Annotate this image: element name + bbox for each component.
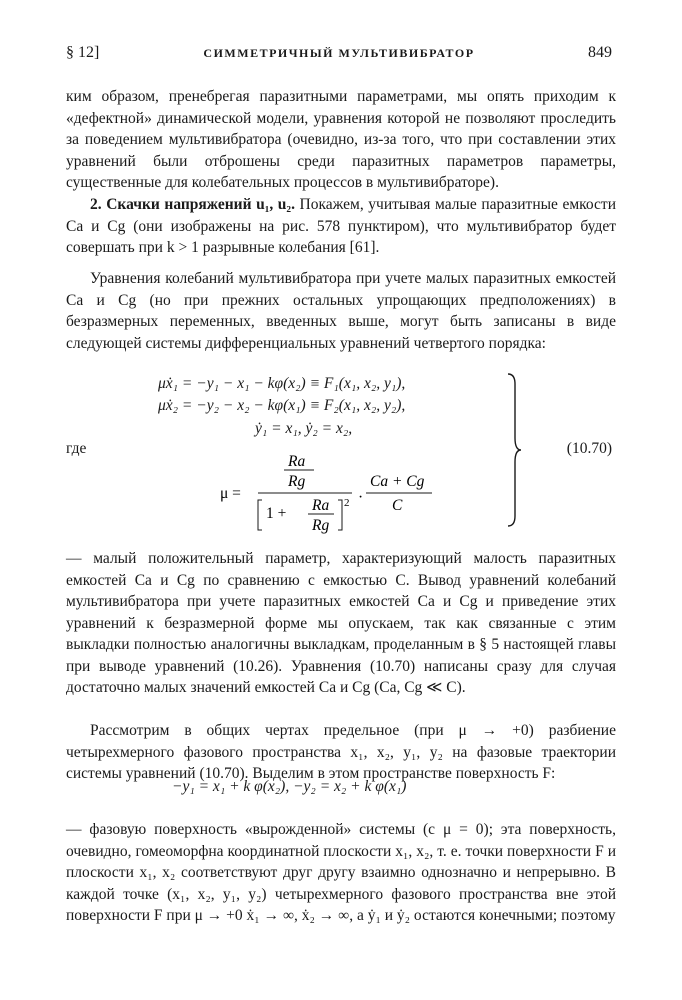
equation-line-2: μẋ₂ = −y₂ − x₂ − kφ(x₁) ≡ F₂(x₁, x₂, y₂), [158, 397, 406, 414]
square-exponent: 2 [344, 497, 350, 509]
paragraph-5: Рассмотрим в общих чертах предельное (при μ → +0) разбиение четырехмерного фазового пространства x₁, x₂, y₁, y₂ на фазовые траектории системы уравнений (10.70). Выделим в этом пространстве поверхность F: [66, 722, 616, 782]
surface-equation: −y₁ = x₁ + k φ(x₂), −y₂ = x₂ + k φ(x₁) [172, 778, 407, 795]
multiply-dot: · [358, 489, 364, 506]
page-number: 849 [588, 44, 612, 61]
paragraph-4: — малый положительный параметр, характеризующий малость паразитных емкостей Ca и Cg по сравнению с емкостью C. Вывод уравнений колебаний мультивибратора при учете паразитных емкостей Ca и Cg и приведение этих уравнений к безразмерной форме мы опускаем, так как связанные с этим выкладки полностью аналогичны выкладкам, проделанным в § 5 настоящей главы при выводе уравнений (10.26). Уравнения (10.70) написаны сразу для случая достаточно малых значений емкостей Ca и Cg (Ca, Cg ≪ C). [66, 550, 616, 696]
mu-definition-formula [220, 450, 480, 540]
paragraph-3: Уравнения колебаний мультивибратора при учете малых паразитных емкостей Ca и Cg (но при прежних остальных упрощающих предположениях) в безразмерных переменных, введенных выше, могут быть записаны в виде следующей системы дифференциальных уравнений четвертого порядка: [66, 270, 616, 352]
running-title: СИММЕТРИЧНЫЙ МУЛЬТИВИБРАТОР [203, 46, 475, 60]
subsection-heading: 2. Скачки напряжений u₁, u₂. [90, 196, 295, 213]
one-plus: 1 + [266, 505, 287, 522]
rg-bottom: Rg [312, 517, 330, 534]
equation-line-1: μẋ₁ = −y₁ − x₁ − kφ(x₂) ≡ F₁(x₁, x₂, y₁), [158, 375, 406, 392]
equation-number: (10.70) [566, 440, 612, 457]
mu-symbol: μ = [220, 485, 241, 502]
ra-top: Ra [288, 453, 306, 470]
page-header [66, 44, 612, 66]
ra-bottom: Ra [312, 497, 330, 514]
paragraph-2 [66, 194, 616, 259]
paragraph-6: — фазовую поверхность «вырожденной» системы (с μ = 0); эта поверхность, очевидно, гомеоморфна координатной плоскости x₁, x₂, т. е. точки поверхности F и плоскости x₁, x₂ соответствуют друг другу взаимно однозначно и непрерывно. В каждой точке (x₁, x₂, y₁, y₂) четырехмерного фазового пространства вне этой поверхности F при μ → +0 ẋ₁ → ∞, ẋ₂ → ∞, а ẏ₁ и ẏ₂ остаются конечными; поэтому [66, 821, 616, 924]
where-label: где [66, 440, 87, 457]
section-number: § 12] [66, 44, 100, 61]
paragraph-1: ким образом, пренебрегая паразитными параметрами, мы опять приходим к «дефектной» динамической модели, уравнения которой не позволяют проследить за поведением мультивибратора (очевидно, из-за того, что при составлении этих уравнений были отброшены среди паразитных параметров параметры, существенные для колебательных процессов в мультивибраторе). [66, 88, 616, 191]
rg-top: Rg [288, 473, 306, 490]
capacity-sum: Ca + Cg [370, 473, 425, 490]
capacity-c: C [392, 497, 403, 514]
equation-line-3: ẏ₁ = x₁, ẏ₂ = x₂, [255, 420, 353, 437]
equation-system-brace [506, 372, 522, 528]
paragraph-2-body: Покажем, учитывая малые паразитные емкости Ca и Cg (они изображены на рис. 578 пунктиром), что мультивибратор будет совершать при k > 1 разрывные колебания [61]. [66, 196, 617, 256]
